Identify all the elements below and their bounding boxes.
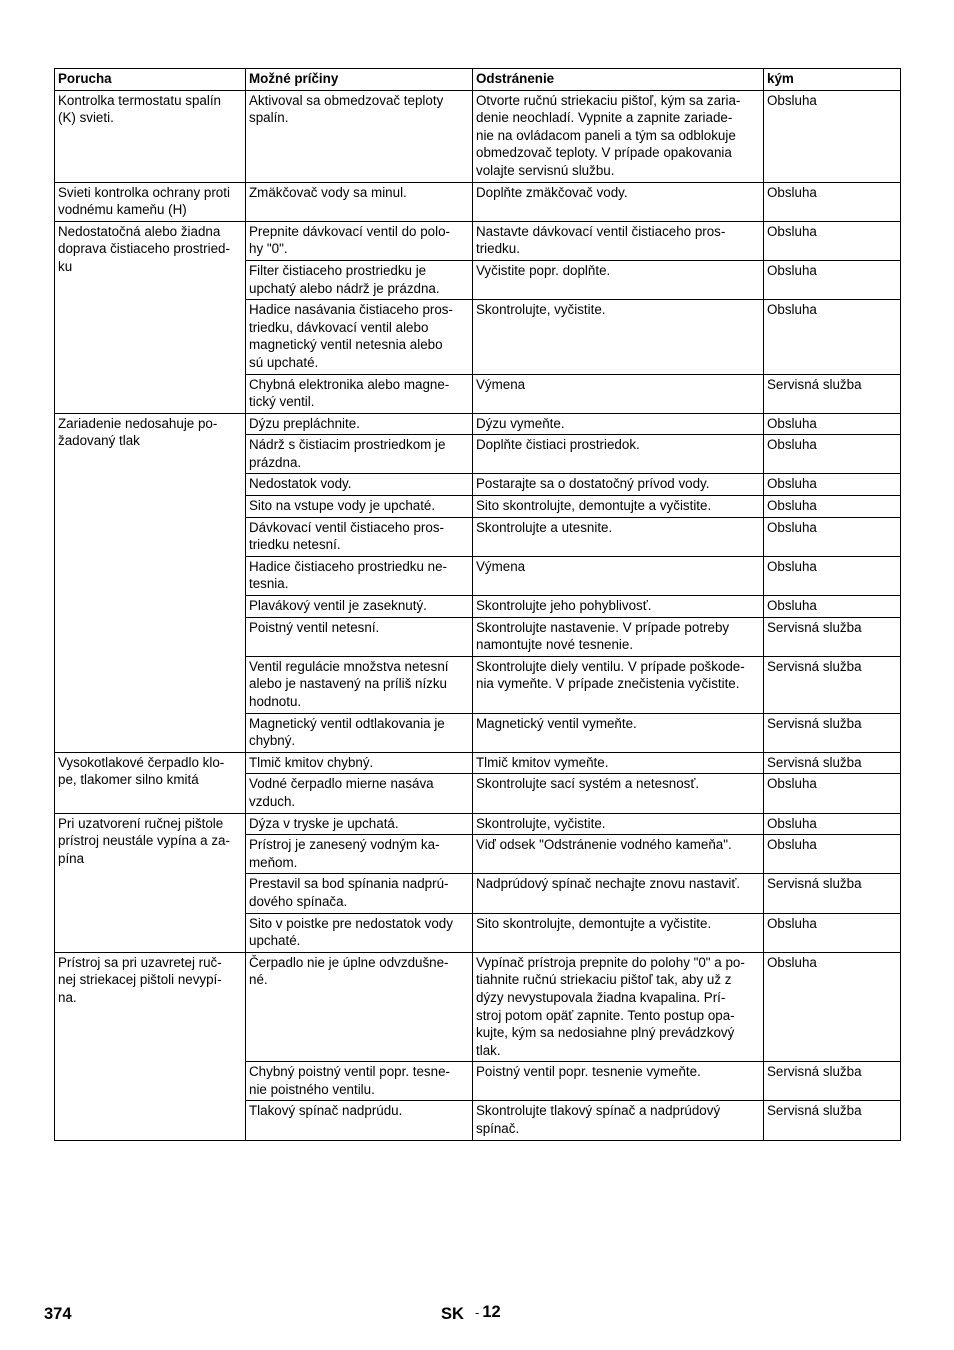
- fault-cell: Nedostatočná alebo žiadna doprava čistiaceho prostried- ku: [55, 221, 246, 413]
- cause-cell: Tlakový spínač nadprúdu.: [246, 1101, 473, 1140]
- fault-cell: Svieti kontrolka ochrany proti vodnému kameňu (H): [55, 182, 246, 221]
- cause-cell: Nádrž s čistiacim prostriedkom je prázdna.: [246, 435, 473, 474]
- footer-separator: -: [475, 1305, 480, 1320]
- cause-cell: Chybná elektronika alebo magne- tický ventil.: [246, 374, 473, 413]
- responsible-cell: Servisná služba: [764, 617, 901, 656]
- remedy-cell: Vypínač prístroja prepnite do polohy "0" a po- tiahnite ručnú striekaciu pištoľ tak, aby už z dýzy nevystupovala žiadna kvapalina. Prí- stroj potom opäť zapnite. Tento postup opa- kujte, kým sa nedosiahne plný prevádzkový tlak.: [473, 952, 764, 1062]
- responsible-cell: Obsluha: [764, 182, 901, 221]
- remedy-cell: Sito skontrolujte, demontujte a vyčistite.: [473, 913, 764, 952]
- cause-cell: Plavákový ventil je zaseknutý.: [246, 596, 473, 618]
- cause-cell: Vodné čerpadlo mierne nasáva vzduch.: [246, 774, 473, 813]
- cause-cell: Tlmič kmitov chybný.: [246, 752, 473, 774]
- cause-cell: Prepnite dávkovací ventil do polo- hy "0".: [246, 221, 473, 260]
- remedy-cell: Dýzu vymeňte.: [473, 413, 764, 435]
- remedy-cell: Vyčistite popr. doplňte.: [473, 260, 764, 299]
- cause-cell: Prístroj je zanesený vodným ka- meňom.: [246, 835, 473, 874]
- cause-cell: Dávkovací ventil čistiaceho pros- triedku netesní.: [246, 517, 473, 556]
- remedy-cell: Výmena: [473, 374, 764, 413]
- responsible-cell: Obsluha: [764, 90, 901, 182]
- cause-cell: Sito na vstupe vody je upchaté.: [246, 496, 473, 518]
- table-body: [55, 90, 901, 1140]
- table-row: [55, 413, 901, 435]
- language-code: SK: [441, 1305, 464, 1323]
- remedy-cell: Skontrolujte, vyčistite.: [473, 300, 764, 374]
- remedy-cell: Skontrolujte a utesnite.: [473, 517, 764, 556]
- responsible-cell: Servisná služba: [764, 1062, 901, 1101]
- fault-cell: Kontrolka termostatu spalín (K) svieti.: [55, 90, 246, 182]
- cause-cell: Sito v poistke pre nedostatok vody upchaté.: [246, 913, 473, 952]
- fault-cell: Pri uzatvorení ručnej pištole prístroj neustále vypína a za- pína: [55, 813, 246, 952]
- cause-cell: Ventil regulácie množstva netesní alebo je nastavený na príliš nízku hodnotu.: [246, 656, 473, 713]
- cause-cell: Poistný ventil netesní.: [246, 617, 473, 656]
- remedy-cell: Skontrolujte jeho pohyblivosť.: [473, 596, 764, 618]
- table-row: [55, 813, 901, 835]
- remedy-cell: Výmena: [473, 556, 764, 595]
- cause-cell: Hadice nasávania čistiaceho pros- triedku, dávkovací ventil alebo magnetický ventil netesnia alebo sú upchaté.: [246, 300, 473, 374]
- responsible-cell: Servisná služba: [764, 656, 901, 713]
- table-row: [55, 752, 901, 774]
- header-cause: Možné príčiny: [246, 69, 473, 91]
- sub-page-number: 12: [482, 1303, 501, 1321]
- cause-cell: Hadice čistiaceho prostriedku ne- tesnia.: [246, 556, 473, 595]
- responsible-cell: Obsluha: [764, 913, 901, 952]
- fault-cell: Vysokotlakové čerpadlo klo- pe, tlakomer silno kmitá: [55, 752, 246, 813]
- responsible-cell: Obsluha: [764, 596, 901, 618]
- table-row: [55, 221, 901, 260]
- responsible-cell: Obsluha: [764, 221, 901, 260]
- responsible-cell: Obsluha: [764, 835, 901, 874]
- cause-cell: Nedostatok vody.: [246, 474, 473, 496]
- responsible-cell: Obsluha: [764, 435, 901, 474]
- remedy-cell: Doplňte čistiaci prostriedok.: [473, 435, 764, 474]
- remedy-cell: Tlmič kmitov vymeňte.: [473, 752, 764, 774]
- responsible-cell: Obsluha: [764, 300, 901, 374]
- remedy-cell: Nastavte dávkovací ventil čistiaceho pros- triedku.: [473, 221, 764, 260]
- header-fault: Porucha: [55, 69, 246, 91]
- remedy-cell: Sito skontrolujte, demontujte a vyčistite.: [473, 496, 764, 518]
- header-who: kým: [764, 69, 901, 91]
- cause-cell: Čerpadlo nie je úplne odvzdušne- né.: [246, 952, 473, 1062]
- responsible-cell: Obsluha: [764, 474, 901, 496]
- remedy-cell: Postarajte sa o dostatočný prívod vody.: [473, 474, 764, 496]
- cause-cell: Aktivoval sa obmedzovač teploty spalín.: [246, 90, 473, 182]
- cause-cell: Zmäkčovač vody sa minul.: [246, 182, 473, 221]
- responsible-cell: Obsluha: [764, 260, 901, 299]
- cause-cell: Prestavil sa bod spínania nadprú- dového spínača.: [246, 874, 473, 913]
- cause-cell: Dýza v tryske je upchatá.: [246, 813, 473, 835]
- responsible-cell: Obsluha: [764, 517, 901, 556]
- remedy-cell: Nadprúdový spínač nechajte znovu nastaviť.: [473, 874, 764, 913]
- cause-cell: Dýzu prepláchnite.: [246, 413, 473, 435]
- responsible-cell: Servisná služba: [764, 374, 901, 413]
- responsible-cell: Obsluha: [764, 496, 901, 518]
- remedy-cell: Poistný ventil popr. tesnenie vymeňte.: [473, 1062, 764, 1101]
- responsible-cell: Obsluha: [764, 556, 901, 595]
- sub-page-label: [475, 1303, 501, 1322]
- remedy-cell: Doplňte zmäkčovač vody.: [473, 182, 764, 221]
- table-row: [55, 182, 901, 221]
- responsible-cell: Servisná služba: [764, 752, 901, 774]
- remedy-cell: Skontrolujte diely ventilu. V prípade poškode- nia vymeňte. V prípade znečistenia vyčistite.: [473, 656, 764, 713]
- table-header-row: [55, 69, 901, 91]
- remedy-cell: Viď odsek "Odstránenie vodného kameňa".: [473, 835, 764, 874]
- page-number: 374: [44, 1305, 72, 1323]
- responsible-cell: Obsluha: [764, 952, 901, 1062]
- remedy-cell: Otvorte ručnú striekaciu pištoľ, kým sa zaria- denie neochladí. Vypnite a zapnite zariade- nie na ovládacom paneli a tým sa odblokuje obmedzovač teploty. V prípade opakovania volajte servisnú službu.: [473, 90, 764, 182]
- responsible-cell: Obsluha: [764, 774, 901, 813]
- table-row: [55, 90, 901, 182]
- remedy-cell: Skontrolujte tlakový spínač a nadprúdový spínač.: [473, 1101, 764, 1140]
- responsible-cell: Obsluha: [764, 813, 901, 835]
- responsible-cell: Servisná služba: [764, 874, 901, 913]
- header-remedy: Odstránenie: [473, 69, 764, 91]
- responsible-cell: Servisná služba: [764, 713, 901, 752]
- responsible-cell: Obsluha: [764, 413, 901, 435]
- responsible-cell: Servisná služba: [764, 1101, 901, 1140]
- remedy-cell: Skontrolujte nastavenie. V prípade potreby namontujte nové tesnenie.: [473, 617, 764, 656]
- troubleshooting-table: [54, 68, 901, 1141]
- fault-cell: Prístroj sa pri uzavretej ruč- nej striekacej pištoli nevypí- na.: [55, 952, 246, 1140]
- cause-cell: Chybný poistný ventil popr. tesne- nie poistného ventilu.: [246, 1062, 473, 1101]
- cause-cell: Filter čistiaceho prostriedku je upchatý alebo nádrž je prázdna.: [246, 260, 473, 299]
- remedy-cell: Skontrolujte sací systém a netesnosť.: [473, 774, 764, 813]
- remedy-cell: Skontrolujte, vyčistite.: [473, 813, 764, 835]
- remedy-cell: Magnetický ventil vymeňte.: [473, 713, 764, 752]
- cause-cell: Magnetický ventil odtlakovania je chybný.: [246, 713, 473, 752]
- table-row: [55, 952, 901, 1062]
- fault-cell: Zariadenie nedosahuje po- žadovaný tlak: [55, 413, 246, 752]
